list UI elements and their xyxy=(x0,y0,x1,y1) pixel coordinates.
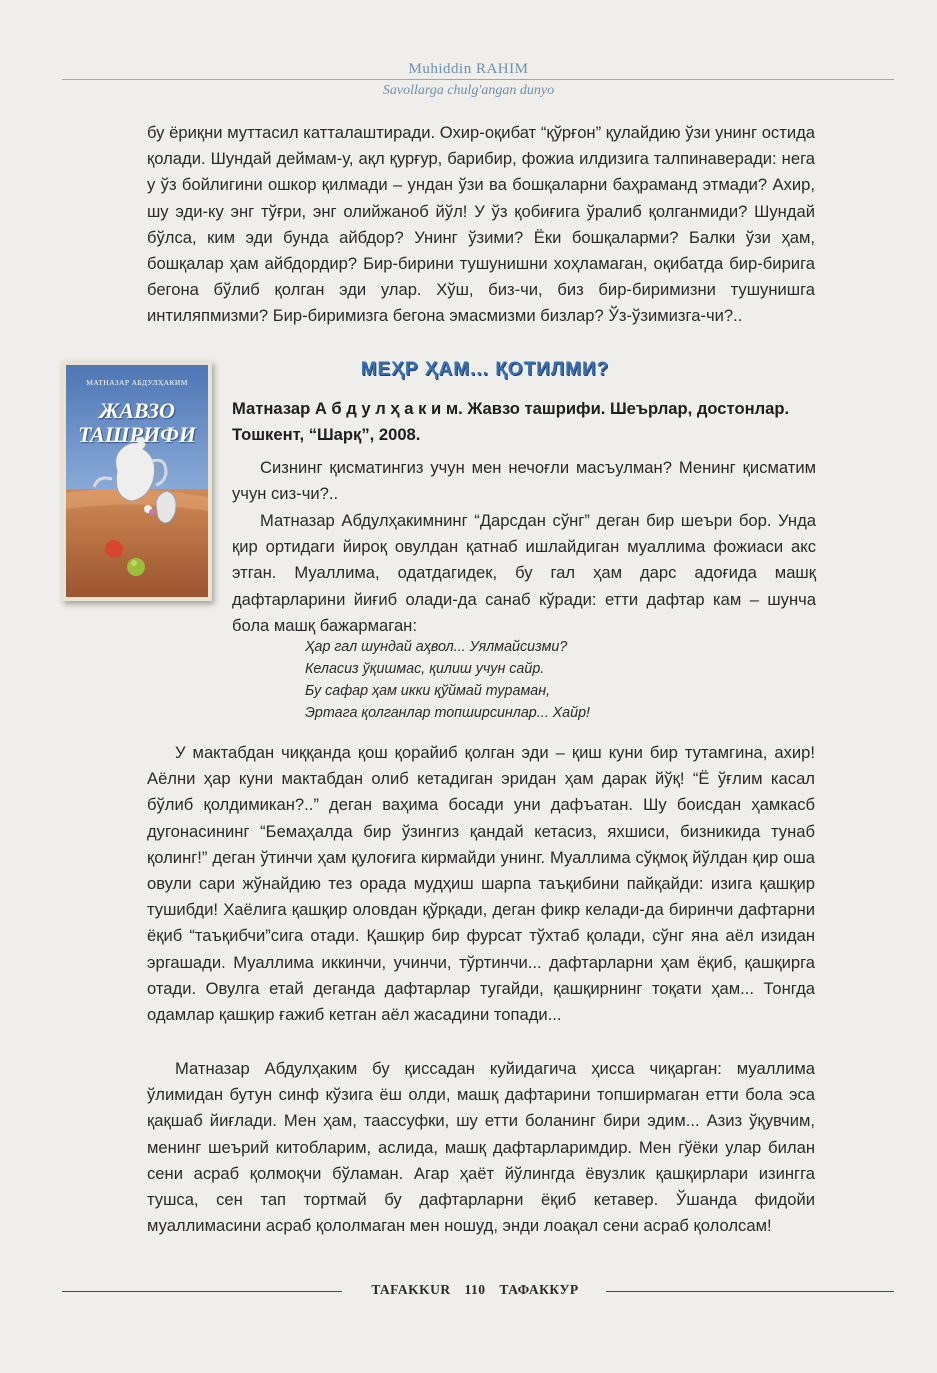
footer-rule-left xyxy=(62,1291,342,1292)
running-header xyxy=(0,60,937,100)
book-cover-title-line1: ЖАВЗО xyxy=(99,398,175,423)
paragraph-story: У мактабдан чиққанда қош қорайиб қолган эди – қиш куни бир тутамгина, ахир! Аёлни ҳар куни мактабдан олиб кетадиган эридан ҳам дарак йўқ! “Ё ўғлим касал бўлиб қолдимикан?..” деган ваҳима босади уни дафъатан. Шу боисдан ҳамкасб дугонасининг “Бемаҳалда бир ўзингиз қандай кетасиз, яхшиси, бизникида тунаб қолинг!” деган ўтинчи ҳам қулоғига кирмайди унинг. Муаллима сўқмоқ йўлдан қир оша овули сари жўнайдию тез орада мудҳиш шарпа таъқибини пайқайди: изига қашқир тушибди! Хаёлига қашқир оловдан қўрқади, деган фикр келади-да биринчи дафтарни ёқиб “таъқибчи”сига отади. Қашқир бир фурсат тўхтаб қолади, сўнг яна аёл изидан эргашади. Муаллима иккинчи, учинчи, тўртинчи... дафтарларни ҳам ёқиб, қашқирга отади. Овулга етай деганда дафтарлар тугайди, қашқирнинг тоқати ҳам... Тонгда одамлар қашқир ғажиб кетган аёл жасадини топади... xyxy=(147,743,815,1025)
paragraph-final: Матназар Абдулҳаким бу қиссадан куйидагича ҳисса чиқарган: муаллима ўлимидан бутун синф кўзига ёш олди, машқ дафтарини топширмаган етти бола эса қақшаб йиғлади. Мен ҳам, таассуфки, шу етти боланинг бири эдим... Азиз ўқувчим, менинг шеърий китобларим, аслида, машқ дафтарларимдир. Мен гўёки улар билан сени асраб қолмоқчи бўламан. Агар ҳаёт йўлингда ёвузлик қашқирлари изингга тушса, сен тап тортмай бу дафтарларни ёқиб кетавер. Ўшанда фидойи муаллимасини асраб қололмаган мен ношуд, энди лоақал сени асраб қололсам! xyxy=(147,1059,815,1236)
book-cover-title xyxy=(62,399,212,447)
book-cover-author: МАТНАЗАР АБДУЛҲАКИМ xyxy=(86,378,188,387)
footer-rule-right xyxy=(606,1291,894,1292)
book-cover-image xyxy=(62,361,212,601)
header-author: Muhiddin RAHIM xyxy=(408,61,529,77)
book-citation: Матназар А б д у л ҳ а к и м. Жавзо ташрифи. Шеърлар, достонлар. Тошкент, “Шарқ”, 2008. xyxy=(232,399,790,444)
poem-line: Эртага қолганлар топширсинлар... Хайр! xyxy=(305,705,591,721)
section-title: МЕҲР ҲАМ... ҚОТИЛМИ? xyxy=(360,359,610,380)
header-subtitle: Savollarga chulg'angan dunyo xyxy=(382,83,555,98)
paragraph-intro: Матназар Абдулҳакимнинг “Дарсдан сўнг” деган бир шеъри бор. Унда қир ортидаги йироқ овулдан қатнаб ишлайдиган муаллима фожиаси акс этган. Муаллима, одатдагидек, бу гал ҳам дарс адоғида машқ дафтарларини йиғиб олади-да санаб кўради: етти дафтар кам – шунча бола машқ бажармаган: xyxy=(232,511,816,635)
page-footer xyxy=(0,1282,937,1302)
paragraph-top: бу ёриқни муттасил катталаштиради. Охир-оқибат “қўрғон” қулайдию ўзи унинг остида қолади. Шундай деймам-у, ақл қурғур, барибир, фожиа илдизига талпинаверади: нега у ўз бойлигини ошкор қилмади – ундан ўзи ва бошқаларни баҳраманд этмади? Ахир, шу эди-ку энг тўғри, энг олийжаноб йўл! У ўз қобиғига ўралиб қолганмиди? Шундай бўлса, ким эди бунда айбдор? Унинг ўзими? Ёки бошқаларми? Балки ўзи ҳам, бошқалар ҳам айбдордир? Бир-бирини тушунишни хоҳламаган, оқибатда бир-бирига бегона бўлиб қолган эди улар. Хўш, биз-чи, биз бир-биримизни тушунишга интиляпмизми? Бир-биримизга бегона эмасмизми бизлар? Ўз-ўзимизга-чи?.. xyxy=(147,123,815,326)
header-rule xyxy=(62,79,894,80)
poem-line: Келасиз ўқишмас, қилиш учун сайр. xyxy=(305,661,545,677)
poem-line: Ҳар гал шундай аҳвол... Уялмайсизми? xyxy=(305,639,568,655)
poem-excerpt xyxy=(305,636,725,724)
poem-line: Бу сафар ҳам икки қўймай тураман, xyxy=(305,683,551,699)
paragraph-quote: Сизнинг қисматингиз учун мен нечоғли масъулман? Менинг қисматим учун сиз-чи?.. xyxy=(232,458,816,504)
footer-text xyxy=(346,1282,604,1298)
book-cover-illustration xyxy=(62,361,212,601)
footer-journal-cyrillic: ТАФАККУР xyxy=(499,1282,579,1297)
footer-journal-latin: TAFAKKUR xyxy=(371,1282,451,1297)
book-cover-title-line2: ТАШРИФИ xyxy=(78,422,196,447)
page-number: 110 xyxy=(464,1282,486,1297)
